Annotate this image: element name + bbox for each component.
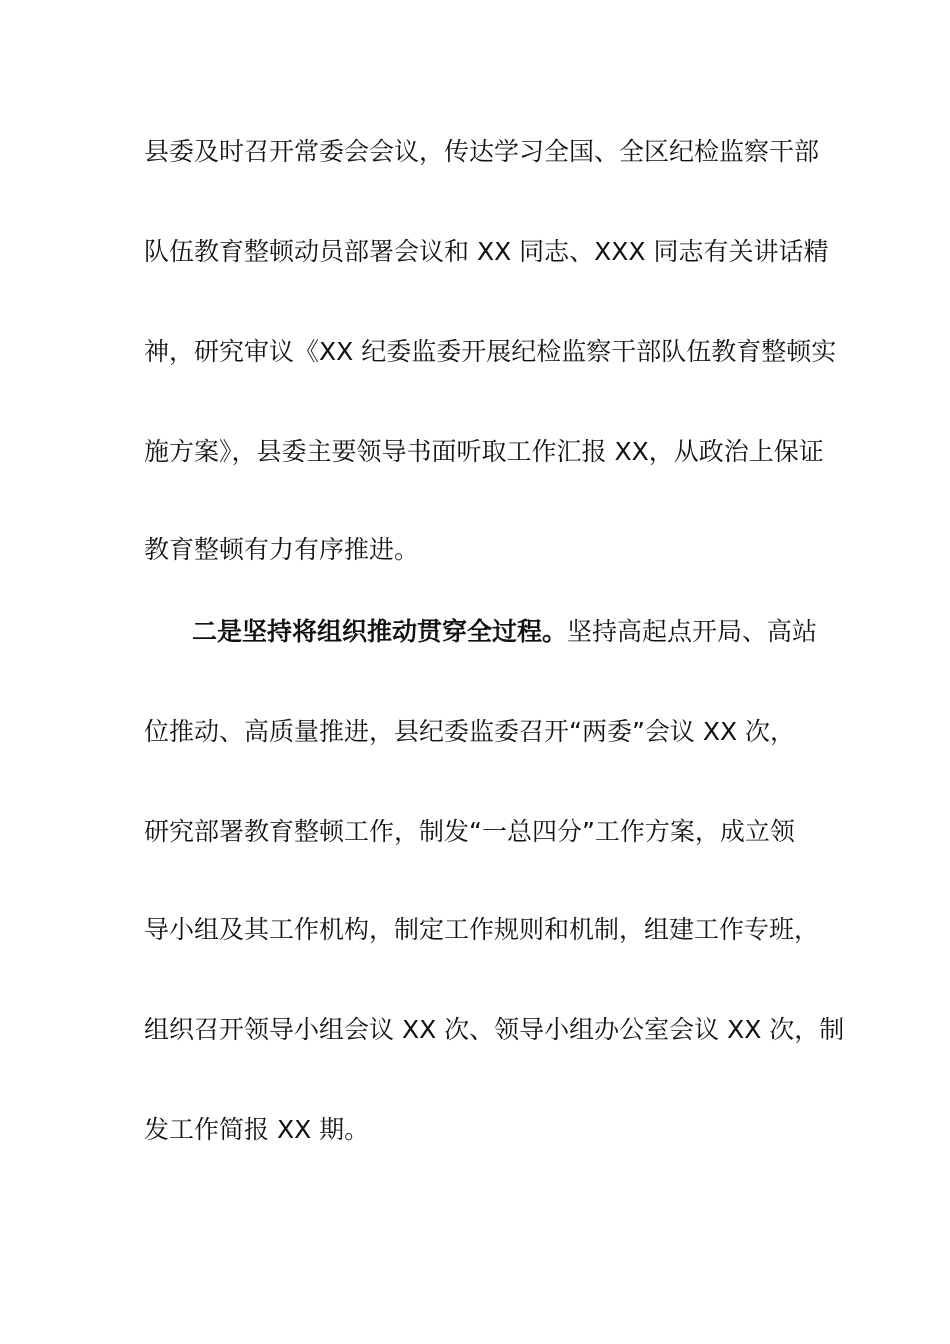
paragraph-lead-line [192, 615, 817, 649]
text-line: 导小组及其工作机构，制定工作规则和机制，组建工作专班， [144, 915, 820, 944]
text-line: 队伍教育整顿动员部署会议和 XX 同志、XXX 同志有关讲话精 [144, 237, 829, 266]
paragraph-lead-text: 坚持高起点开局、高站 [567, 617, 818, 646]
text-line: 县委及时召开常委会会议，传达学习全国、全区纪检监察干部 [144, 137, 820, 166]
text-line: 教育整顿有力有序推进。 [144, 535, 420, 564]
text-line: 位推动、高质量推进，县纪委监委召开“两委”会议 XX 次， [144, 717, 796, 746]
text-line: 研究部署教育整顿工作，制发“一总四分”工作方案，成立领 [144, 817, 795, 846]
paragraph-heading: 二是坚持将组织推动贯穿全过程。 [192, 617, 568, 646]
text-line: 组织召开领导小组会议 XX 次、领导小组办公室会议 XX 次，制 [144, 1015, 845, 1044]
text-line: 神，研究审议《XX 纪委监委开展纪检监察干部队伍教育整顿实 [144, 337, 837, 366]
text-line: 施方案》，县委主要领导书面听取工作汇报 XX，从政治上保证 [144, 437, 824, 466]
text-line: 发工作简报 XX 期。 [144, 1115, 370, 1144]
